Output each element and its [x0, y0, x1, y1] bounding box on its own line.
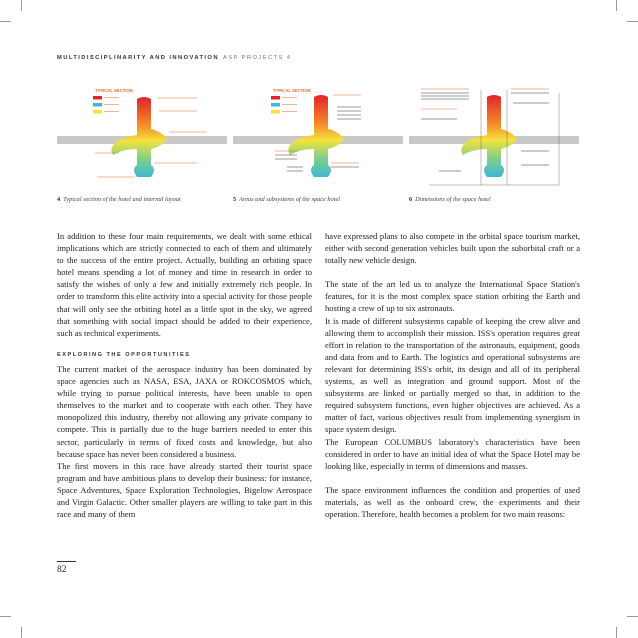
crop-mark — [0, 21, 11, 22]
figure-caption-text: Dimensions of the space hotel — [415, 196, 491, 203]
figure-4-drawing — [57, 85, 227, 193]
page-number: 82 — [57, 565, 67, 575]
body-paragraph: The European COLUMBUS laboratory's characteristics have been considered in order to have an initial idea of what the Space Hotel may be looking like, especially in terms of dimensions and masses. — [325, 436, 580, 471]
crop-mark — [21, 0, 22, 11]
figure-number: 4 — [57, 196, 61, 203]
figure-6-drawing — [409, 85, 579, 193]
crop-mark — [616, 627, 617, 638]
figure-caption-text: Areas and subsystems of the space hotel — [239, 196, 341, 203]
figure-dimensions — [409, 85, 579, 193]
section-heading: EXPLORING THE OPPORTUNITIES — [57, 351, 191, 358]
figure-4-caption — [57, 196, 181, 203]
left-column — [57, 230, 312, 520]
figure-5-caption — [233, 196, 340, 203]
body-paragraph: The state of the art led us to analyze the International Space Station's features, for it is the most complex space station orbiting the Earth and hosting a crew of up to six astronauts. — [325, 279, 580, 314]
header-section: MULTIDISCIPLINARITY AND INNOVATION — [57, 55, 219, 61]
typical-section-label-2: TYPICAL SECTION — [273, 88, 311, 93]
body-paragraph: The first movers in this race have already started their tourist space program and have ambitious plans to develop their business: for instance, Space Adventures, Space Exploration Technologies, Bigelow Aerospace and Virgin Galactic. Other smaller players are willing to take part in this race and many of them — [57, 460, 312, 520]
folio-rule — [57, 561, 76, 562]
figure-number: 5 — [233, 196, 237, 203]
figure-caption-text: Typical section of the hotel and internal layout — [63, 196, 181, 203]
typical-section-label: TYPICAL SECTION — [95, 88, 133, 93]
crop-mark — [0, 616, 11, 617]
body-paragraph: The space environment influences the condition and properties of used materials, as well as the onboard crew, the experiments and their operation. Therefore, health becomes a problem for two main reasons: — [325, 484, 580, 519]
body-paragraph: It is made of different subsystems capable of keeping the crew alive and allowing them to accomplish their mission. ISS's operation requires great effort in relation to the transportation of the astronauts, equipment, goods and data from and to Earth. The logistics and operational subsystems are relevant for determining ISS's orbit, its design and all of its peripheral systems, as well as integration and ground support. Most of the subsystems are linked or partially merged so that, in addition to the required subsystem functions, even higher objectives are achieved. As a matter of fact, various objectives result from implementing synergism in space system design. — [325, 315, 580, 435]
crop-mark — [616, 0, 617, 11]
crop-mark — [627, 21, 638, 22]
body-paragraph: In addition to these four main requirements, we dealt with some ethical implications which are strictly connected to each of them and ultimately to the success of the entire project. Actually, building an orbiting space hotel means spending a lot of money and time in research in order to satisfy the wishes of only a few and initially extremely rich people. In order to transform this elite activity into a special activity for those people that will only see the orbiting hotel as a little spot in the sky, we agreed that something with social impact should be added to their experience, such as technical experiments. — [57, 231, 312, 338]
body-paragraph: have expressed plans to also compete in the orbital space tourism market, either with second generation vehicles built upon the suborbital craft or a totally new vehicle design. — [325, 231, 580, 266]
header-subsection: ASP PROJECTS 4 — [222, 55, 292, 61]
figure-5-drawing — [233, 85, 403, 193]
figure-6-caption — [409, 196, 491, 203]
crop-mark — [627, 616, 638, 617]
right-column — [325, 230, 580, 520]
body-paragraph: The current market of the aerospace industry has been dominated by space agencies such as NASA, ESA, JAXA or ROKCOSMOS which, while trying to pursue political interests, have been unable to open themselves to the market and to cooperate with each other. They have monopolized this industry, thereby not allowing any private company to compete. This is partially due to the huge barriers needed to enter this sector, particularly in terms of fixed costs and knowledge, but also because space has never been considered a business. — [57, 363, 312, 459]
figure-areas-subsystems — [233, 85, 403, 193]
figure-number: 6 — [409, 196, 413, 203]
crop-mark — [21, 627, 22, 638]
running-header — [57, 55, 291, 61]
figure-typical-section — [57, 85, 227, 193]
